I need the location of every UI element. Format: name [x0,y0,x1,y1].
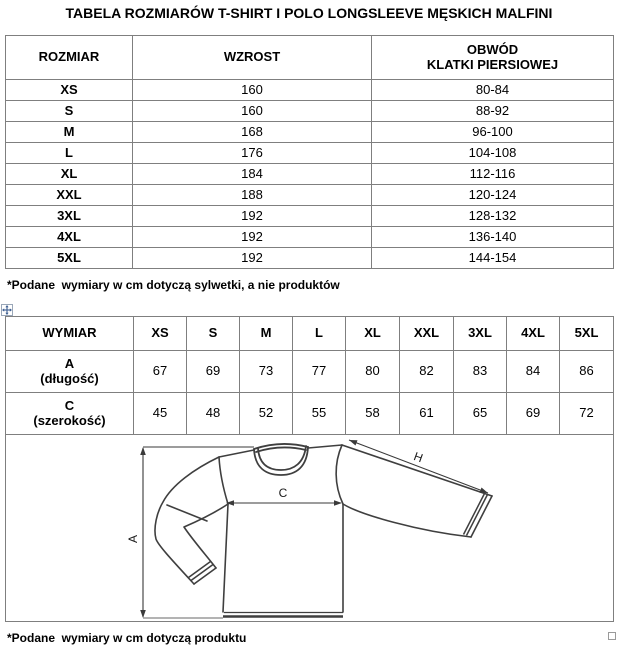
size-cell: 3XL [6,206,133,227]
table-row [6,164,614,185]
value-cell: 80 [346,351,400,393]
chest-cell: 88-92 [372,101,614,122]
note-product: *Podane wymiary w cm dotyczą produktu [7,631,247,645]
dim-a-arrow-up [140,447,146,455]
table-row [6,80,614,101]
dim-label-c [6,393,134,435]
dim-row-width [6,393,614,435]
left-armhole-seam [219,457,228,504]
value-cell: 45 [134,393,187,435]
value-cell: 52 [240,393,293,435]
col-header-size: S [187,317,240,351]
col-header-size: 3XL [454,317,507,351]
right-sleeve-bottom-edge [343,504,471,537]
table-row [6,143,614,164]
height-cell: 188 [133,185,372,206]
dim-label-a-letter: A [64,355,75,371]
value-cell: 84 [507,351,560,393]
dim-c-arrow-right [334,500,342,506]
dim-h-arrow-end [480,488,489,494]
col-header-size: L [293,317,346,351]
table-resize-handle[interactable] [608,632,616,640]
size-cell: XXL [6,185,133,206]
dim-h-line [349,440,488,493]
value-cell: 83 [454,351,507,393]
right-cuff-rib-line1 [467,495,488,536]
collar-back-inner [256,447,306,452]
dimension-table [5,316,614,622]
size-table [5,35,614,269]
value-cell: 69 [507,393,560,435]
col-header-size: XXL [400,317,454,351]
size-cell: S [6,101,133,122]
table-row [6,206,614,227]
chest-cell: 144-154 [372,248,614,269]
table-row [6,122,614,143]
dim-table-header-row [6,317,614,351]
value-cell: 55 [293,393,346,435]
value-cell: 65 [454,393,507,435]
diagram-row [6,435,614,622]
table-move-handle[interactable] [1,304,13,316]
note-silhouette: *Podane wymiary w cm dotyczą sylwetki, a nie produktów [7,278,340,292]
col-header-size: XS [134,317,187,351]
value-cell: 48 [187,393,240,435]
value-cell: 61 [400,393,454,435]
col-header-obwod-line2: KLATKI PIERSIOWEJ [426,56,559,72]
body-left-edge [223,504,228,612]
value-cell: 86 [560,351,614,393]
size-cell: 4XL [6,227,133,248]
height-cell: 160 [133,101,372,122]
longsleeve-shirt-diagram [6,435,612,621]
chest-cell: 80-84 [372,80,614,101]
dim-label-a-desc: (długość) [40,370,99,386]
height-cell: 192 [133,206,372,227]
dim-label-length: A [126,534,140,544]
value-cell: 73 [240,351,293,393]
dim-label-sleeve: H [411,449,425,466]
height-cell: 168 [133,122,372,143]
right-cuff-rib-line2 [464,494,485,535]
height-cell: 192 [133,248,372,269]
dim-h-arrow-start [349,440,358,446]
dim-label-width: C [278,486,288,500]
value-cell: 77 [293,351,346,393]
table-row [6,185,614,206]
col-header-size: XL [346,317,400,351]
size-cell: XS [6,80,133,101]
right-shoulder-line [308,445,342,448]
value-cell: 82 [400,351,454,393]
height-cell: 160 [133,80,372,101]
size-cell: 5XL [6,248,133,269]
dim-label-c-desc: (szerokość) [33,412,106,428]
chest-cell: 120-124 [372,185,614,206]
value-cell: 69 [187,351,240,393]
chest-cell: 104-108 [372,143,614,164]
page-title: TABELA ROZMIARÓW T-SHIRT I POLO LONGSLEEVE MĘSKICH MALFINI [65,5,553,21]
value-cell: 72 [560,393,614,435]
right-cuff-end-edge [471,496,492,537]
chest-cell: 136-140 [372,227,614,248]
table-row [6,227,614,248]
chest-cell: 112-116 [372,164,614,185]
height-cell: 184 [133,164,372,185]
size-cell: XL [6,164,133,185]
move-cross-icon [1,304,13,316]
dim-label-c-letter: C [64,397,75,413]
dim-label-a [6,351,134,393]
left-elbow-crease [167,505,207,521]
value-cell: 58 [346,393,400,435]
size-cell: M [6,122,133,143]
left-sleeve-outer-edge [155,457,219,584]
diagram-cell [6,435,614,622]
col-header-rozmiar: ROZMIAR [6,36,133,80]
right-armhole-seam [336,445,343,504]
table-row [6,248,614,269]
size-table-header-row [6,36,614,80]
size-cell: L [6,143,133,164]
height-cell: 192 [133,227,372,248]
col-header-obwod [372,36,614,80]
col-header-obwod-line1: OBWÓD [466,41,519,57]
chest-cell: 96-100 [372,122,614,143]
dim-row-length [6,351,614,393]
chest-cell: 128-132 [372,206,614,227]
value-cell: 67 [134,351,187,393]
table-row [6,101,614,122]
col-header-wzrost: WZROST [133,36,372,80]
dim-a-arrow-down [140,610,146,618]
col-header-size: 4XL [507,317,560,351]
col-header-size: M [240,317,293,351]
left-shoulder-line [219,450,254,457]
height-cell: 176 [133,143,372,164]
col-header-wymiar: WYMIAR [6,317,134,351]
col-header-size: 5XL [560,317,614,351]
